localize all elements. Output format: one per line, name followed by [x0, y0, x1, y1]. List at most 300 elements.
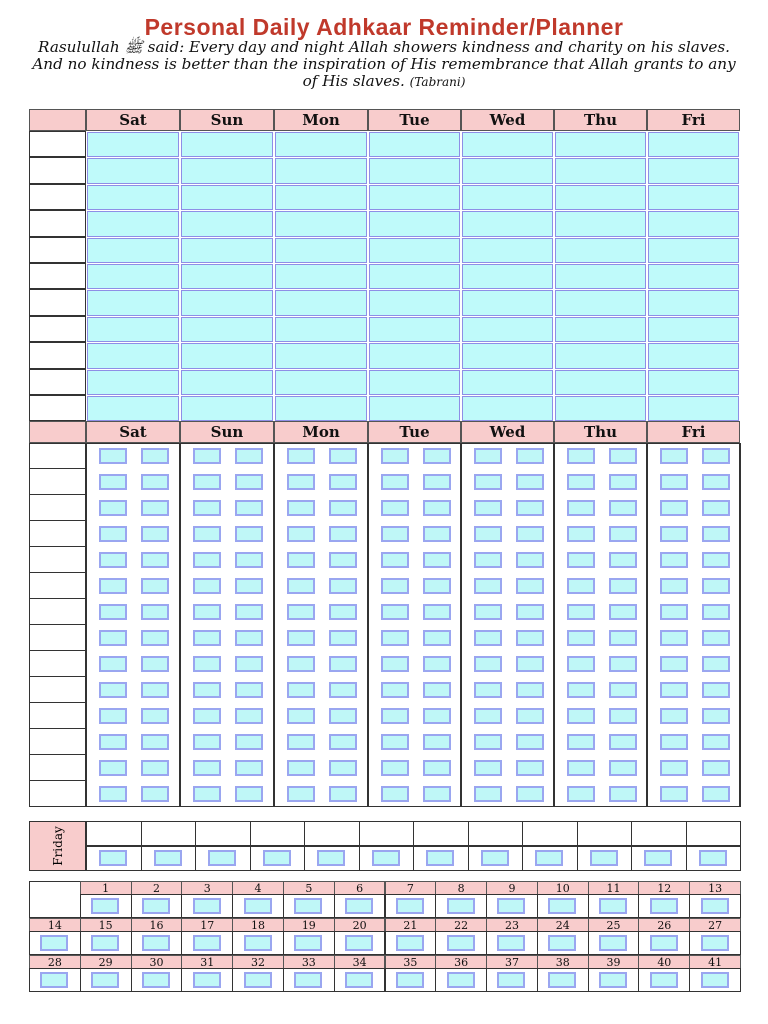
entry-cell[interactable]: [87, 290, 179, 315]
entry-cell[interactable]: [555, 343, 646, 368]
entry-cell[interactable]: [369, 317, 460, 342]
checkbox[interactable]: [287, 708, 315, 724]
checkbox[interactable]: [372, 850, 400, 866]
checkbox[interactable]: [535, 850, 563, 866]
checkbox[interactable]: [474, 682, 502, 698]
checkbox[interactable]: [660, 708, 688, 724]
checkbox[interactable]: [650, 972, 678, 988]
entry-cell[interactable]: [462, 343, 553, 368]
checkbox[interactable]: [99, 786, 127, 802]
checkbox[interactable]: [609, 526, 637, 542]
row-label-cell[interactable]: [29, 342, 86, 368]
row-label-cell[interactable]: [29, 263, 86, 289]
checkbox[interactable]: [244, 935, 272, 951]
checkbox[interactable]: [345, 935, 373, 951]
checkbox[interactable]: [329, 734, 357, 750]
checkbox[interactable]: [497, 972, 525, 988]
checkbox[interactable]: [193, 604, 221, 620]
checkbox[interactable]: [609, 500, 637, 516]
checkbox[interactable]: [141, 760, 169, 776]
checkbox[interactable]: [99, 552, 127, 568]
checkbox[interactable]: [590, 850, 618, 866]
row-label-cell[interactable]: [29, 316, 86, 342]
checkbox[interactable]: [142, 935, 170, 951]
checkbox[interactable]: [660, 734, 688, 750]
checkbox[interactable]: [474, 786, 502, 802]
checkbox[interactable]: [193, 898, 221, 914]
entry-cell[interactable]: [648, 185, 739, 210]
checkbox[interactable]: [381, 500, 409, 516]
checkbox[interactable]: [567, 500, 595, 516]
checkbox[interactable]: [345, 898, 373, 914]
checkbox[interactable]: [702, 734, 730, 750]
checkbox[interactable]: [381, 552, 409, 568]
entry-cell[interactable]: [648, 264, 739, 289]
friday-note-cell[interactable]: [359, 821, 415, 846]
friday-note-cell[interactable]: [631, 821, 687, 846]
checkbox[interactable]: [702, 526, 730, 542]
checkbox[interactable]: [287, 786, 315, 802]
entry-cell[interactable]: [462, 317, 553, 342]
checkbox[interactable]: [702, 708, 730, 724]
checkbox[interactable]: [193, 734, 221, 750]
checkbox[interactable]: [516, 500, 544, 516]
checkbox[interactable]: [699, 850, 727, 866]
checkbox[interactable]: [141, 448, 169, 464]
checkbox[interactable]: [426, 850, 454, 866]
checkbox[interactable]: [193, 448, 221, 464]
checkbox[interactable]: [193, 972, 221, 988]
checkbox[interactable]: [516, 474, 544, 490]
checkbox[interactable]: [193, 682, 221, 698]
checkbox[interactable]: [423, 604, 451, 620]
entry-cell[interactable]: [275, 370, 367, 395]
row-label-cell[interactable]: [29, 237, 86, 263]
checkbox[interactable]: [702, 682, 730, 698]
checkbox[interactable]: [423, 578, 451, 594]
checkbox[interactable]: [567, 682, 595, 698]
checkbox[interactable]: [141, 552, 169, 568]
checkbox[interactable]: [287, 500, 315, 516]
friday-note-cell[interactable]: [141, 821, 197, 846]
checkbox[interactable]: [99, 448, 127, 464]
checkbox[interactable]: [141, 734, 169, 750]
checkbox[interactable]: [516, 552, 544, 568]
friday-note-cell[interactable]: [413, 821, 469, 846]
checkbox[interactable]: [235, 708, 263, 724]
checkbox[interactable]: [548, 935, 576, 951]
checkbox[interactable]: [381, 630, 409, 646]
entry-cell[interactable]: [648, 132, 739, 157]
checkbox[interactable]: [294, 935, 322, 951]
checkbox[interactable]: [702, 786, 730, 802]
entry-cell[interactable]: [555, 370, 646, 395]
checkbox[interactable]: [141, 474, 169, 490]
checkbox[interactable]: [660, 526, 688, 542]
checkbox[interactable]: [474, 552, 502, 568]
row-label-cell[interactable]: [29, 289, 86, 315]
checkbox[interactable]: [702, 474, 730, 490]
checkbox[interactable]: [474, 630, 502, 646]
checkbox[interactable]: [548, 898, 576, 914]
entry-cell[interactable]: [555, 396, 646, 421]
checkbox[interactable]: [99, 474, 127, 490]
checkbox[interactable]: [193, 786, 221, 802]
checkbox[interactable]: [381, 474, 409, 490]
entry-cell[interactable]: [555, 185, 646, 210]
entry-cell[interactable]: [181, 396, 273, 421]
checkbox[interactable]: [702, 760, 730, 776]
checkbox[interactable]: [287, 526, 315, 542]
checkbox[interactable]: [99, 682, 127, 698]
checkbox[interactable]: [235, 682, 263, 698]
checkbox[interactable]: [447, 935, 475, 951]
checkbox[interactable]: [567, 448, 595, 464]
checkbox[interactable]: [287, 760, 315, 776]
checkbox[interactable]: [609, 708, 637, 724]
checkbox[interactable]: [567, 708, 595, 724]
entry-cell[interactable]: [555, 264, 646, 289]
checkbox[interactable]: [141, 708, 169, 724]
entry-cell[interactable]: [87, 317, 179, 342]
entry-cell[interactable]: [555, 211, 646, 236]
checkbox[interactable]: [381, 448, 409, 464]
checkbox[interactable]: [423, 448, 451, 464]
checkbox[interactable]: [91, 898, 119, 914]
checkbox[interactable]: [474, 474, 502, 490]
checkbox[interactable]: [329, 448, 357, 464]
checkbox[interactable]: [244, 898, 272, 914]
checkbox[interactable]: [287, 656, 315, 672]
checkbox[interactable]: [235, 448, 263, 464]
entry-cell[interactable]: [369, 290, 460, 315]
checkbox[interactable]: [567, 734, 595, 750]
checkbox[interactable]: [423, 734, 451, 750]
checkbox[interactable]: [701, 898, 729, 914]
friday-note-cell[interactable]: [522, 821, 578, 846]
checkbox[interactable]: [40, 972, 68, 988]
checkbox[interactable]: [235, 604, 263, 620]
entry-cell[interactable]: [462, 158, 553, 183]
checkbox[interactable]: [701, 935, 729, 951]
checkbox[interactable]: [609, 630, 637, 646]
checkbox[interactable]: [329, 578, 357, 594]
checkbox[interactable]: [474, 604, 502, 620]
checkbox[interactable]: [599, 935, 627, 951]
checkbox[interactable]: [329, 604, 357, 620]
checkbox[interactable]: [423, 500, 451, 516]
checkbox[interactable]: [423, 682, 451, 698]
checkbox[interactable]: [244, 972, 272, 988]
entry-cell[interactable]: [369, 396, 460, 421]
checkbox[interactable]: [91, 935, 119, 951]
checkbox[interactable]: [516, 786, 544, 802]
row-label-cell[interactable]: [29, 210, 86, 236]
checkbox[interactable]: [287, 448, 315, 464]
checkbox[interactable]: [329, 656, 357, 672]
checkbox[interactable]: [381, 526, 409, 542]
checkbox[interactable]: [516, 604, 544, 620]
checkbox[interactable]: [567, 604, 595, 620]
entry-cell[interactable]: [648, 158, 739, 183]
checkbox[interactable]: [235, 578, 263, 594]
entry-cell[interactable]: [181, 211, 273, 236]
checkbox[interactable]: [287, 734, 315, 750]
checkbox[interactable]: [141, 578, 169, 594]
row-label-cell[interactable]: [29, 157, 86, 183]
friday-note-cell[interactable]: [86, 821, 142, 846]
checkbox[interactable]: [235, 630, 263, 646]
checkbox[interactable]: [193, 474, 221, 490]
entry-cell[interactable]: [87, 132, 179, 157]
checkbox[interactable]: [497, 935, 525, 951]
checkbox[interactable]: [609, 760, 637, 776]
entry-cell[interactable]: [87, 370, 179, 395]
checkbox[interactable]: [99, 500, 127, 516]
entry-cell[interactable]: [275, 132, 367, 157]
entry-cell[interactable]: [462, 185, 553, 210]
checkbox[interactable]: [474, 760, 502, 776]
checkbox[interactable]: [644, 850, 672, 866]
entry-cell[interactable]: [87, 158, 179, 183]
checkbox[interactable]: [99, 578, 127, 594]
entry-cell[interactable]: [648, 370, 739, 395]
checkbox[interactable]: [329, 708, 357, 724]
checkbox[interactable]: [474, 656, 502, 672]
entry-cell[interactable]: [181, 185, 273, 210]
checkbox[interactable]: [609, 552, 637, 568]
checkbox[interactable]: [660, 552, 688, 568]
entry-cell[interactable]: [181, 290, 273, 315]
entry-cell[interactable]: [648, 317, 739, 342]
entry-cell[interactable]: [369, 211, 460, 236]
row-label-cell[interactable]: [29, 131, 86, 157]
entry-cell[interactable]: [555, 158, 646, 183]
checkbox[interactable]: [99, 630, 127, 646]
checkbox[interactable]: [702, 630, 730, 646]
checkbox[interactable]: [702, 500, 730, 516]
checkbox[interactable]: [660, 474, 688, 490]
checkbox[interactable]: [567, 760, 595, 776]
entry-cell[interactable]: [275, 185, 367, 210]
entry-cell[interactable]: [555, 317, 646, 342]
checkbox[interactable]: [609, 578, 637, 594]
checkbox[interactable]: [99, 656, 127, 672]
checkbox[interactable]: [329, 786, 357, 802]
checkbox[interactable]: [235, 760, 263, 776]
checkbox[interactable]: [599, 898, 627, 914]
entry-cell[interactable]: [275, 290, 367, 315]
entry-cell[interactable]: [87, 238, 179, 263]
checkbox[interactable]: [317, 850, 345, 866]
checkbox[interactable]: [141, 604, 169, 620]
checkbox[interactable]: [423, 786, 451, 802]
entry-cell[interactable]: [181, 132, 273, 157]
checkbox[interactable]: [396, 972, 424, 988]
checkbox[interactable]: [141, 630, 169, 646]
checkbox[interactable]: [193, 526, 221, 542]
entry-cell[interactable]: [369, 370, 460, 395]
checkbox[interactable]: [660, 448, 688, 464]
checkbox[interactable]: [193, 760, 221, 776]
checkbox[interactable]: [287, 578, 315, 594]
checkbox[interactable]: [447, 972, 475, 988]
checkbox[interactable]: [423, 552, 451, 568]
checkbox[interactable]: [516, 630, 544, 646]
checkbox[interactable]: [329, 630, 357, 646]
checkbox[interactable]: [381, 760, 409, 776]
checkbox[interactable]: [447, 898, 475, 914]
checkbox[interactable]: [263, 850, 291, 866]
friday-note-cell[interactable]: [250, 821, 306, 846]
checkbox[interactable]: [516, 526, 544, 542]
checkbox[interactable]: [294, 898, 322, 914]
checkbox[interactable]: [235, 552, 263, 568]
entry-cell[interactable]: [369, 158, 460, 183]
checkbox[interactable]: [381, 656, 409, 672]
checkbox[interactable]: [287, 604, 315, 620]
entry-cell[interactable]: [462, 396, 553, 421]
checkbox[interactable]: [660, 578, 688, 594]
checkbox[interactable]: [193, 578, 221, 594]
checkbox[interactable]: [516, 578, 544, 594]
checkbox[interactable]: [609, 656, 637, 672]
checkbox[interactable]: [702, 552, 730, 568]
entry-cell[interactable]: [462, 370, 553, 395]
checkbox[interactable]: [423, 474, 451, 490]
entry-cell[interactable]: [462, 238, 553, 263]
checkbox[interactable]: [396, 935, 424, 951]
friday-note-cell[interactable]: [686, 821, 742, 846]
checkbox[interactable]: [423, 630, 451, 646]
checkbox[interactable]: [474, 708, 502, 724]
checkbox[interactable]: [474, 448, 502, 464]
checkbox[interactable]: [481, 850, 509, 866]
checkbox[interactable]: [423, 708, 451, 724]
checkbox[interactable]: [660, 656, 688, 672]
checkbox[interactable]: [141, 786, 169, 802]
entry-cell[interactable]: [275, 158, 367, 183]
checkbox[interactable]: [235, 734, 263, 750]
checkbox[interactable]: [609, 448, 637, 464]
entry-cell[interactable]: [369, 238, 460, 263]
checkbox[interactable]: [497, 898, 525, 914]
entry-cell[interactable]: [462, 132, 553, 157]
entry-cell[interactable]: [181, 264, 273, 289]
checkbox[interactable]: [235, 474, 263, 490]
checkbox[interactable]: [193, 935, 221, 951]
checkbox[interactable]: [142, 898, 170, 914]
checkbox[interactable]: [381, 734, 409, 750]
row-label-cell[interactable]: [29, 184, 86, 210]
checkbox[interactable]: [702, 448, 730, 464]
entry-cell[interactable]: [87, 211, 179, 236]
checkbox[interactable]: [516, 708, 544, 724]
checkbox[interactable]: [567, 786, 595, 802]
checkbox[interactable]: [287, 630, 315, 646]
entry-cell[interactable]: [87, 396, 179, 421]
entry-cell[interactable]: [275, 211, 367, 236]
entry-cell[interactable]: [275, 238, 367, 263]
checkbox[interactable]: [99, 604, 127, 620]
entry-cell[interactable]: [462, 290, 553, 315]
checkbox[interactable]: [193, 630, 221, 646]
checkbox[interactable]: [567, 578, 595, 594]
checkbox[interactable]: [99, 708, 127, 724]
checkbox[interactable]: [702, 604, 730, 620]
checkbox[interactable]: [396, 898, 424, 914]
checkbox[interactable]: [294, 972, 322, 988]
checkbox[interactable]: [516, 760, 544, 776]
checkbox[interactable]: [567, 552, 595, 568]
entry-cell[interactable]: [648, 211, 739, 236]
checkbox[interactable]: [329, 526, 357, 542]
checkbox[interactable]: [99, 760, 127, 776]
checkbox[interactable]: [141, 500, 169, 516]
checkbox[interactable]: [423, 656, 451, 672]
checkbox[interactable]: [567, 526, 595, 542]
entry-cell[interactable]: [369, 185, 460, 210]
checkbox[interactable]: [141, 526, 169, 542]
checkbox[interactable]: [208, 850, 236, 866]
entry-cell[interactable]: [181, 370, 273, 395]
checkbox[interactable]: [381, 708, 409, 724]
entry-cell[interactable]: [462, 211, 553, 236]
entry-cell[interactable]: [87, 264, 179, 289]
checkbox[interactable]: [329, 682, 357, 698]
checkbox[interactable]: [609, 786, 637, 802]
checkbox[interactable]: [474, 734, 502, 750]
checkbox[interactable]: [381, 604, 409, 620]
checkbox[interactable]: [99, 734, 127, 750]
entry-cell[interactable]: [369, 343, 460, 368]
checkbox[interactable]: [193, 552, 221, 568]
entry-cell[interactable]: [275, 264, 367, 289]
checkbox[interactable]: [345, 972, 373, 988]
row-label-cell[interactable]: [29, 395, 86, 421]
checkbox[interactable]: [141, 656, 169, 672]
checkbox[interactable]: [567, 656, 595, 672]
entry-cell[interactable]: [648, 396, 739, 421]
checkbox[interactable]: [609, 734, 637, 750]
checkbox[interactable]: [516, 656, 544, 672]
checkbox[interactable]: [660, 682, 688, 698]
checkbox[interactable]: [423, 760, 451, 776]
checkbox[interactable]: [660, 630, 688, 646]
checkbox[interactable]: [193, 708, 221, 724]
entry-cell[interactable]: [555, 132, 646, 157]
checkbox[interactable]: [474, 526, 502, 542]
checkbox[interactable]: [702, 578, 730, 594]
checkbox[interactable]: [193, 656, 221, 672]
checkbox[interactable]: [99, 526, 127, 542]
entry-cell[interactable]: [275, 317, 367, 342]
checkbox[interactable]: [329, 552, 357, 568]
checkbox[interactable]: [40, 935, 68, 951]
friday-note-cell[interactable]: [577, 821, 633, 846]
checkbox[interactable]: [660, 760, 688, 776]
checkbox[interactable]: [609, 604, 637, 620]
entry-cell[interactable]: [181, 158, 273, 183]
entry-cell[interactable]: [555, 238, 646, 263]
checkbox[interactable]: [474, 578, 502, 594]
entry-cell[interactable]: [87, 343, 179, 368]
checkbox[interactable]: [599, 972, 627, 988]
checkbox[interactable]: [142, 972, 170, 988]
checkbox[interactable]: [287, 474, 315, 490]
checkbox[interactable]: [235, 500, 263, 516]
checkbox[interactable]: [567, 630, 595, 646]
